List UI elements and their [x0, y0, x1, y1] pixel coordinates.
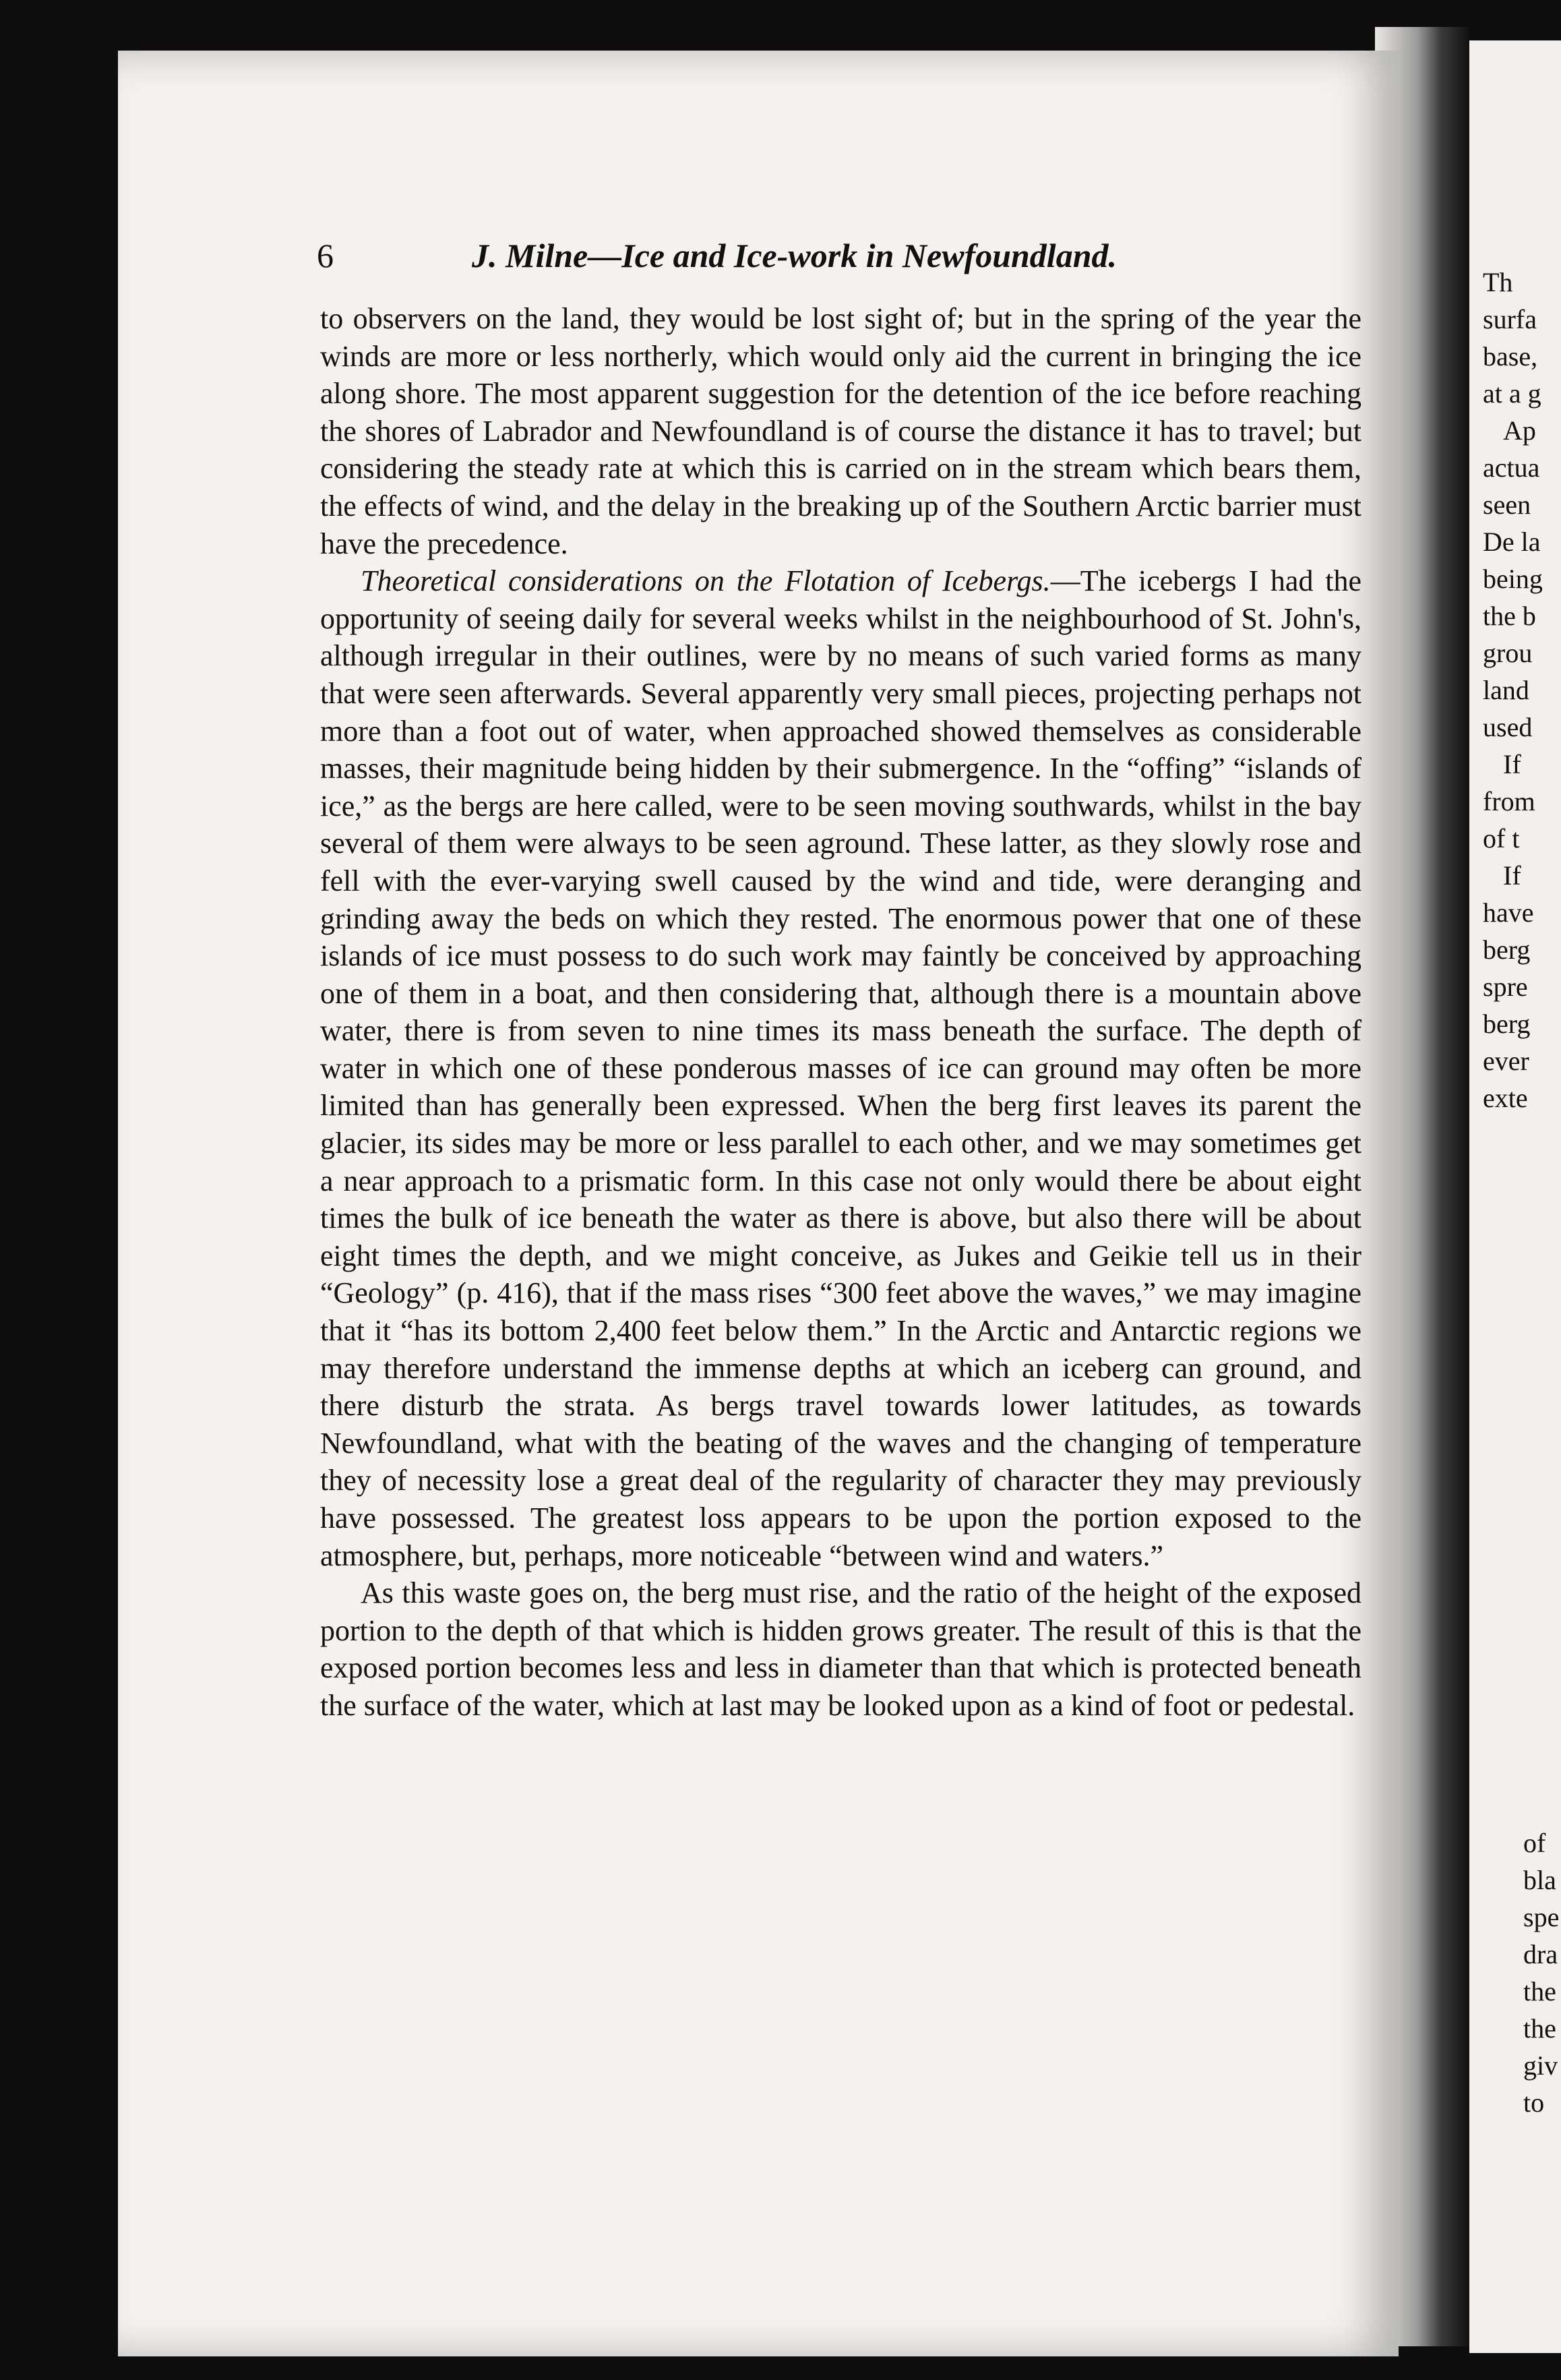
page-header: [317, 236, 1355, 283]
facing-page-line: being: [1483, 564, 1543, 594]
running-title: J. Milne—Ice and Ice-work in Newfoundland.: [472, 237, 1118, 274]
facing-page-line: the: [1523, 1976, 1556, 2006]
facing-page-fragment: [1469, 40, 1561, 2353]
page-number: 6: [317, 237, 334, 274]
facing-page-line: dra: [1523, 1939, 1558, 1969]
facing-page-line: of t: [1483, 823, 1520, 854]
facing-page-line: seen: [1483, 489, 1531, 520]
facing-page-line: berg: [1483, 1009, 1531, 1039]
facing-page-line: If: [1503, 860, 1521, 891]
facing-page-line: berg: [1483, 934, 1531, 965]
facing-page-line: have: [1483, 897, 1534, 928]
facing-page-line: spe: [1523, 1902, 1560, 1932]
facing-page-line: of: [1523, 1828, 1546, 1858]
facing-page-line: exte: [1483, 1083, 1528, 1113]
paragraph-3: As this waste goes on, the berg must rise, and the ratio of the height of the exposed portion to the depth of that which is hidden grows greater. The result of this is that the exposed portion becomes less and less in diameter than that which is protected beneath the surface of the water, which at last may be looked upon as a kind of foot or pedestal.: [320, 1576, 1361, 1722]
facing-page-line: from: [1483, 786, 1535, 816]
facing-page-line: If: [1503, 749, 1521, 779]
facing-page-line: ever: [1483, 1046, 1529, 1076]
paragraph-1: to observers on the land, they would be lost sight of; but in the spring of the year the winds are more or less northerly, which would only aid the current in bringing the ice along shore. The most apparent suggestion for the detention of the ice before reaching the shores of Labrador and Newfoundland is of course the distance it has to travel; but considering the steady rate at which this is carried on in the stream which bears them, the effects of wind, and the delay in the breaking up of the Southern Arctic barrier must have the precedence.: [320, 302, 1361, 560]
facing-page-line: actua: [1483, 452, 1540, 483]
facing-page-line: the: [1523, 2013, 1556, 2044]
paragraph-2: [320, 562, 1361, 1574]
facing-page-line: giv: [1523, 2050, 1558, 2081]
facing-page-line: De la: [1483, 527, 1541, 557]
facing-page-line: grou: [1483, 638, 1533, 668]
facing-page-line: to: [1523, 2087, 1545, 2118]
facing-page-line: used: [1483, 712, 1533, 742]
facing-page-line: at a g: [1483, 378, 1541, 409]
facing-page-line: base,: [1483, 341, 1538, 371]
facing-page-line: bla: [1523, 1865, 1556, 1895]
facing-page-line: the b: [1483, 601, 1536, 631]
body-text: [320, 300, 1361, 1725]
facing-page-line: Ap: [1503, 415, 1536, 446]
facing-page-line: Th: [1483, 267, 1513, 297]
facing-page-line: land: [1483, 675, 1529, 705]
section-heading: Theoretical considerations on the Flotation of Icebergs.: [361, 564, 1051, 598]
facing-page-line: surfa: [1483, 304, 1537, 334]
paragraph-2-text: —The icebergs I had the opportunity of seeing daily for several weeks whilst in the neighbourhood of St. John's, although irregular in their outlines, were by no means of such varied forms as many that were seen afterwards. Several apparently very small pieces, projecting perhaps not more than a foot out of water, when approached showed themselves as considerable masses, their magnitude being hidden by their submergence. In the “offing” “islands of ice,” as the bergs are here called, were to be seen moving southwards, whilst in the bay several of them were always to be seen aground. These latter, as they slowly rose and fell with the ever-varying swell caused by the wind and tide, were deranging and grinding away the beds on which they rested. The enormous power that one of these islands of ice must possess to do such work may faintly be conceived by approaching one of them in a boat, and then considering that, although there is a mountain above water, there is from seven to nine times its mass beneath the surface. The depth of water in which one of these ponderous masses of ice can ground may often be more limited than has generally been expressed. When the berg first leaves its parent the glacier, its sides may be more or less parallel to each other, and we may sometimes get a near approach to a prismatic form. In this case not only would there be about eight times the bulk of ice beneath the water as there is above, but also there will be about eight times the depth, and we might conceive, as Jukes and Geikie tell us in their “Geology” (p. 416), that if the mass rises “300 feet above the waves,” we may imagine that it “has its bottom 2,400 feet below them.” In the Arctic and Antarctic regions we may therefore understand the immense depths at which an iceberg can ground, and there disturb the strata. As bergs travel towards lower latitudes, as towards Newfoundland, what with the beating of the waves and the changing of temperature they of necessity lose a great deal of the regularity of character they may previously have possessed. The greatest loss appears to be upon the portion exposed to the atmosphere, but, perhaps, more noticeable “between wind and waters.”: [320, 564, 1361, 1572]
facing-page-line: spre: [1483, 972, 1528, 1002]
